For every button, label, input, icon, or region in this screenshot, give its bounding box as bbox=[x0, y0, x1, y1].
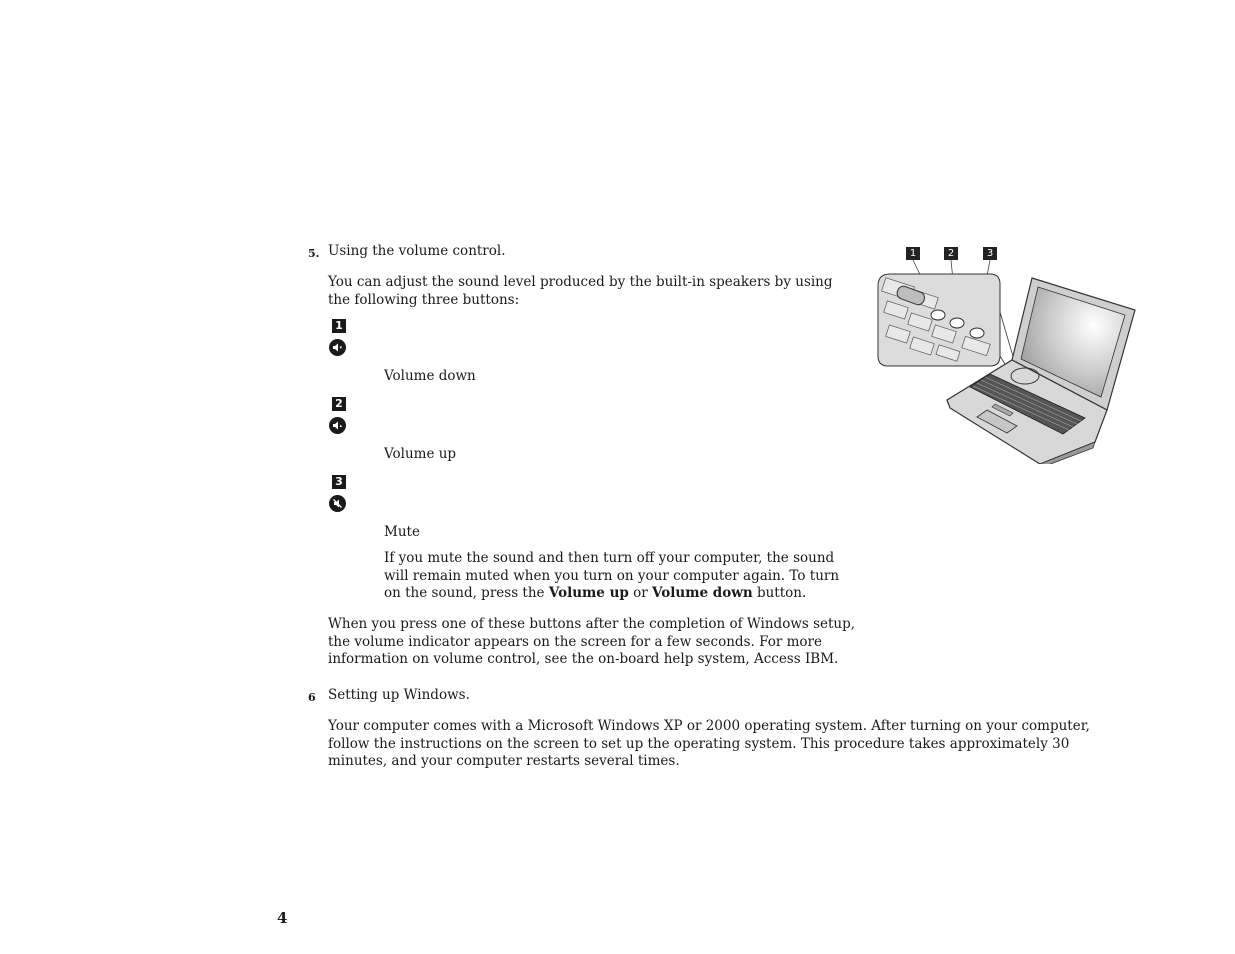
step-title: Setting up Windows. bbox=[328, 687, 470, 703]
mute-note: If you mute the sound and then turn off your computer, the sound will remain muted when you turn on your computer again. To turn on the sound, press the Volume up or Volume down button. bbox=[384, 550, 840, 601]
step-body: Your computer comes with a Microsoft Windows XP or 2000 operating system. After turning on your computer, follow the instructions on the screen to set up the operating system. This procedure takes approximately 30 minutes, and your computer restarts several times. bbox=[328, 718, 1090, 769]
step-title: Using the volume control. bbox=[328, 243, 506, 259]
laptop-figure bbox=[875, 242, 1140, 464]
step-intro: You can adjust the sound level produced by the built-in speakers by using the following three buttons: bbox=[328, 274, 833, 308]
figure-callout-1: 1 bbox=[906, 247, 920, 260]
figure-callout-2: 2 bbox=[944, 247, 958, 260]
volume-up-icon bbox=[329, 417, 346, 434]
callout-3-icon: 3 bbox=[332, 475, 346, 489]
step-number: 6 bbox=[308, 691, 316, 704]
volume-down-bold: Volume down bbox=[652, 585, 753, 601]
step-number: 5. bbox=[308, 247, 320, 260]
figure-callout-3: 3 bbox=[983, 247, 997, 260]
mute-label: Mute bbox=[384, 524, 420, 540]
callout-1-icon: 1 bbox=[332, 319, 346, 333]
page-number: 4 bbox=[277, 909, 288, 927]
callout-2-icon: 2 bbox=[332, 397, 346, 411]
laptop-illustration bbox=[875, 242, 1140, 464]
mute-icon bbox=[329, 495, 346, 512]
step-closing: When you press one of these buttons after the completion of Windows setup, the volume indicator appears on the screen for a few seconds. For more information on volume control, see the on-board help system, Access IBM. bbox=[328, 616, 856, 667]
volume-down-icon bbox=[329, 339, 346, 356]
volume-up-label: Volume up bbox=[384, 446, 457, 462]
volume-up-bold: Volume up bbox=[548, 585, 629, 601]
volume-down-label: Volume down bbox=[384, 368, 476, 384]
